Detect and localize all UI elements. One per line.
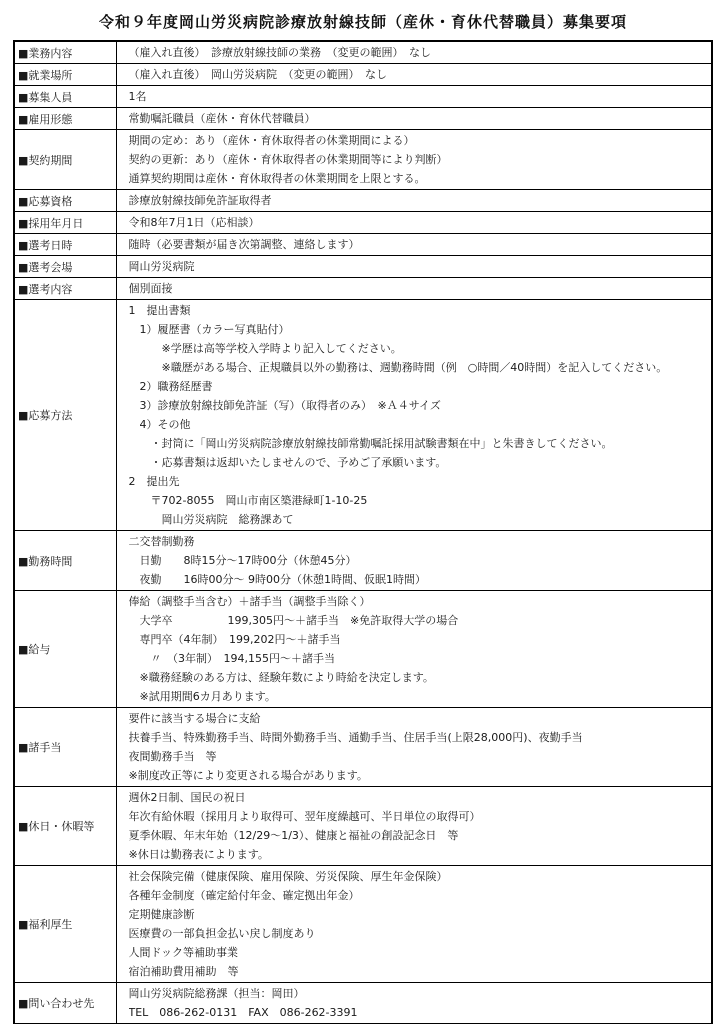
row-content [116, 234, 712, 256]
content-line: ※学歴は高等学校入学時より記入してください。 [128, 342, 402, 355]
table-row [14, 108, 712, 130]
content-line: 宿泊補助費用補助 等 [128, 965, 239, 978]
content-line: 要件に該当する場合に支給 [128, 712, 261, 725]
content-line: 3）診療放射線技師免許証（写）（取得者のみ） ※Ａ４サイズ [128, 399, 441, 412]
table-row [14, 983, 712, 1024]
row-label: ■雇用形態 [14, 108, 116, 130]
table-row [14, 234, 712, 256]
content-line: 二交替制勤務 [128, 535, 195, 548]
content-line: 随時（必要書類が届き次第調整、連絡します） [128, 238, 360, 251]
row-content [116, 591, 712, 708]
content-line: 令和8年7月1日（応相談） [128, 216, 260, 229]
content-line: 俸給（調整手当含む）＋諸手当（調整手当除く） [128, 595, 371, 608]
content-line: （雇入れ直後） 岡山労災病院 （変更の範囲） なし [128, 68, 387, 81]
row-label: ■勤務時間 [14, 531, 116, 591]
content-line: 夜間勤務手当 等 [128, 750, 217, 763]
table-row [14, 787, 712, 866]
content-line: 定期健康診断 [128, 908, 195, 921]
row-label: ■応募方法 [14, 300, 116, 531]
content-line: 1 提出書類 [128, 304, 191, 317]
page-title: 令和９年度岡山労災病院診療放射線技師（産休・育休代替職員）募集要項 [98, 13, 627, 31]
row-label: ■選考日時 [14, 234, 116, 256]
content-line: 夏季休暇、年末年始（12/29～1/3）、健康と福祉の創設記念日 等 [128, 829, 459, 842]
content-line: 2）職務経歴書 [128, 380, 213, 393]
content-line: 〃 （3年制） 194,155円～＋諸手当 [128, 652, 335, 665]
row-label: ■契約期間 [14, 130, 116, 190]
content-line: 2 提出先 [128, 475, 180, 488]
row-label: ■募集人員 [14, 86, 116, 108]
table-row [14, 531, 712, 591]
row-label: ■休日・休暇等 [14, 787, 116, 866]
row-content [116, 108, 712, 130]
content-line: 岡山労災病院 [128, 260, 195, 273]
row-content [116, 708, 712, 787]
content-line: ・応募書類は返却いたしませんので、予めご了承願います。 [128, 456, 447, 469]
content-line: 岡山労災病院総務課（担当：岡田） [128, 987, 305, 1000]
table-body [14, 41, 712, 1024]
row-label: ■問い合わせ先 [14, 983, 116, 1024]
content-line: 社会保険完備（健康保険、雇用保険、労災保険、厚生年金保険） [128, 870, 448, 883]
row-label: ■就業場所 [14, 64, 116, 86]
row-content [116, 86, 712, 108]
row-label: ■業務内容 [14, 41, 116, 64]
table-row [14, 300, 712, 531]
table-row [14, 866, 712, 983]
content-line: 人間ドック等補助事業 [128, 946, 239, 959]
row-label: ■選考会場 [14, 256, 116, 278]
row-content [116, 64, 712, 86]
content-line: 岡山労災病院 総務課あて [128, 513, 294, 526]
content-line: ・封筒に「岡山労災病院診療放射線技師常勤嘱託採用試験書類在中」と朱書きしてください。 [128, 437, 613, 450]
row-label: ■福利厚生 [14, 866, 116, 983]
table-row [14, 708, 712, 787]
content-line: 週休2日制、国民の祝日 [128, 791, 246, 804]
content-line: ※職務経験のある方は、経験年数により時給を決定します。 [128, 671, 434, 684]
row-content [116, 787, 712, 866]
table-row [14, 41, 712, 64]
recruitment-table [13, 40, 713, 1024]
row-content [116, 866, 712, 983]
table-row [14, 190, 712, 212]
row-content [116, 256, 712, 278]
content-line: 期間の定め：あり（産休・育休取得者の休業期間による） [128, 134, 415, 147]
content-line: 1名 [128, 90, 147, 103]
content-line: （雇入れ直後） 診療放射線技師の業務 （変更の範囲） なし [128, 46, 431, 59]
content-line: 日勤 8時15分～17時00分（休憩45分） [128, 554, 357, 567]
table-row [14, 591, 712, 708]
table-row [14, 278, 712, 300]
content-line: 通算契約期間は産休・育休取得者の休業期間を上限とする。 [128, 172, 426, 185]
content-line: ※職歴がある場合、正規職員以外の勤務は、週勤務時間（例 ○時間／40時間）を記入してください。 [128, 361, 668, 374]
table-row [14, 64, 712, 86]
content-line: 各種年金制度（確定給付年金、確定拠出年金） [128, 889, 360, 902]
row-content [116, 278, 712, 300]
row-content [116, 983, 712, 1024]
row-content [116, 212, 712, 234]
row-content [116, 41, 712, 64]
table-row [14, 130, 712, 190]
table-row [14, 256, 712, 278]
row-label: ■諸手当 [14, 708, 116, 787]
content-line: ※試用期間6カ月あります。 [128, 690, 276, 703]
row-label: ■選考内容 [14, 278, 116, 300]
row-label: ■応募資格 [14, 190, 116, 212]
content-line: 扶養手当、特殊勤務手当、時間外勤務手当、通勤手当、住居手当(上限28,000円)、夜勤手当 [128, 731, 583, 744]
row-label: ■給与 [14, 591, 116, 708]
content-line: 医療費の一部負担金払い戻し制度あり [128, 927, 316, 940]
content-line: 契約の更新：あり（産休・育休取得者の休業期間等により判断） [128, 153, 448, 166]
content-line: 個別面接 [128, 282, 173, 295]
row-content [116, 531, 712, 591]
row-content [116, 130, 712, 190]
row-content [116, 190, 712, 212]
content-line: 年次有給休暇（採用月より取得可、翌年度繰越可、半日単位の取得可） [128, 810, 481, 823]
content-line: 4）その他 [128, 418, 191, 431]
content-line: 〒702-8055 岡山市南区築港緑町1-10-25 [128, 494, 368, 507]
content-line: 専門卒（4年制） 199,202円～＋諸手当 [128, 633, 341, 646]
content-line: ※休日は勤務表によります。 [128, 848, 269, 861]
table-row [14, 212, 712, 234]
content-line: 1）履歴書（カラー写真貼付） [128, 323, 290, 336]
row-content [116, 300, 712, 531]
content-line: 診療放射線技師免許証取得者 [128, 194, 272, 207]
content-line: 大学卒 199,305円～＋諸手当 ※免許取得大学の場合 [128, 614, 459, 627]
content-line: 常勤嘱託職員（産休・育休代替職員） [128, 112, 316, 125]
content-line: 夜勤 16時00分～ 9時00分（休憩1時間、仮眠1時間） [128, 573, 426, 586]
content-line: TEL 086-262-0131 FAX 086-262-3391 [128, 1006, 358, 1019]
content-line: ※制度改正等により変更される場合があります。 [128, 769, 368, 782]
row-label: ■採用年月日 [14, 212, 116, 234]
table-row [14, 86, 712, 108]
